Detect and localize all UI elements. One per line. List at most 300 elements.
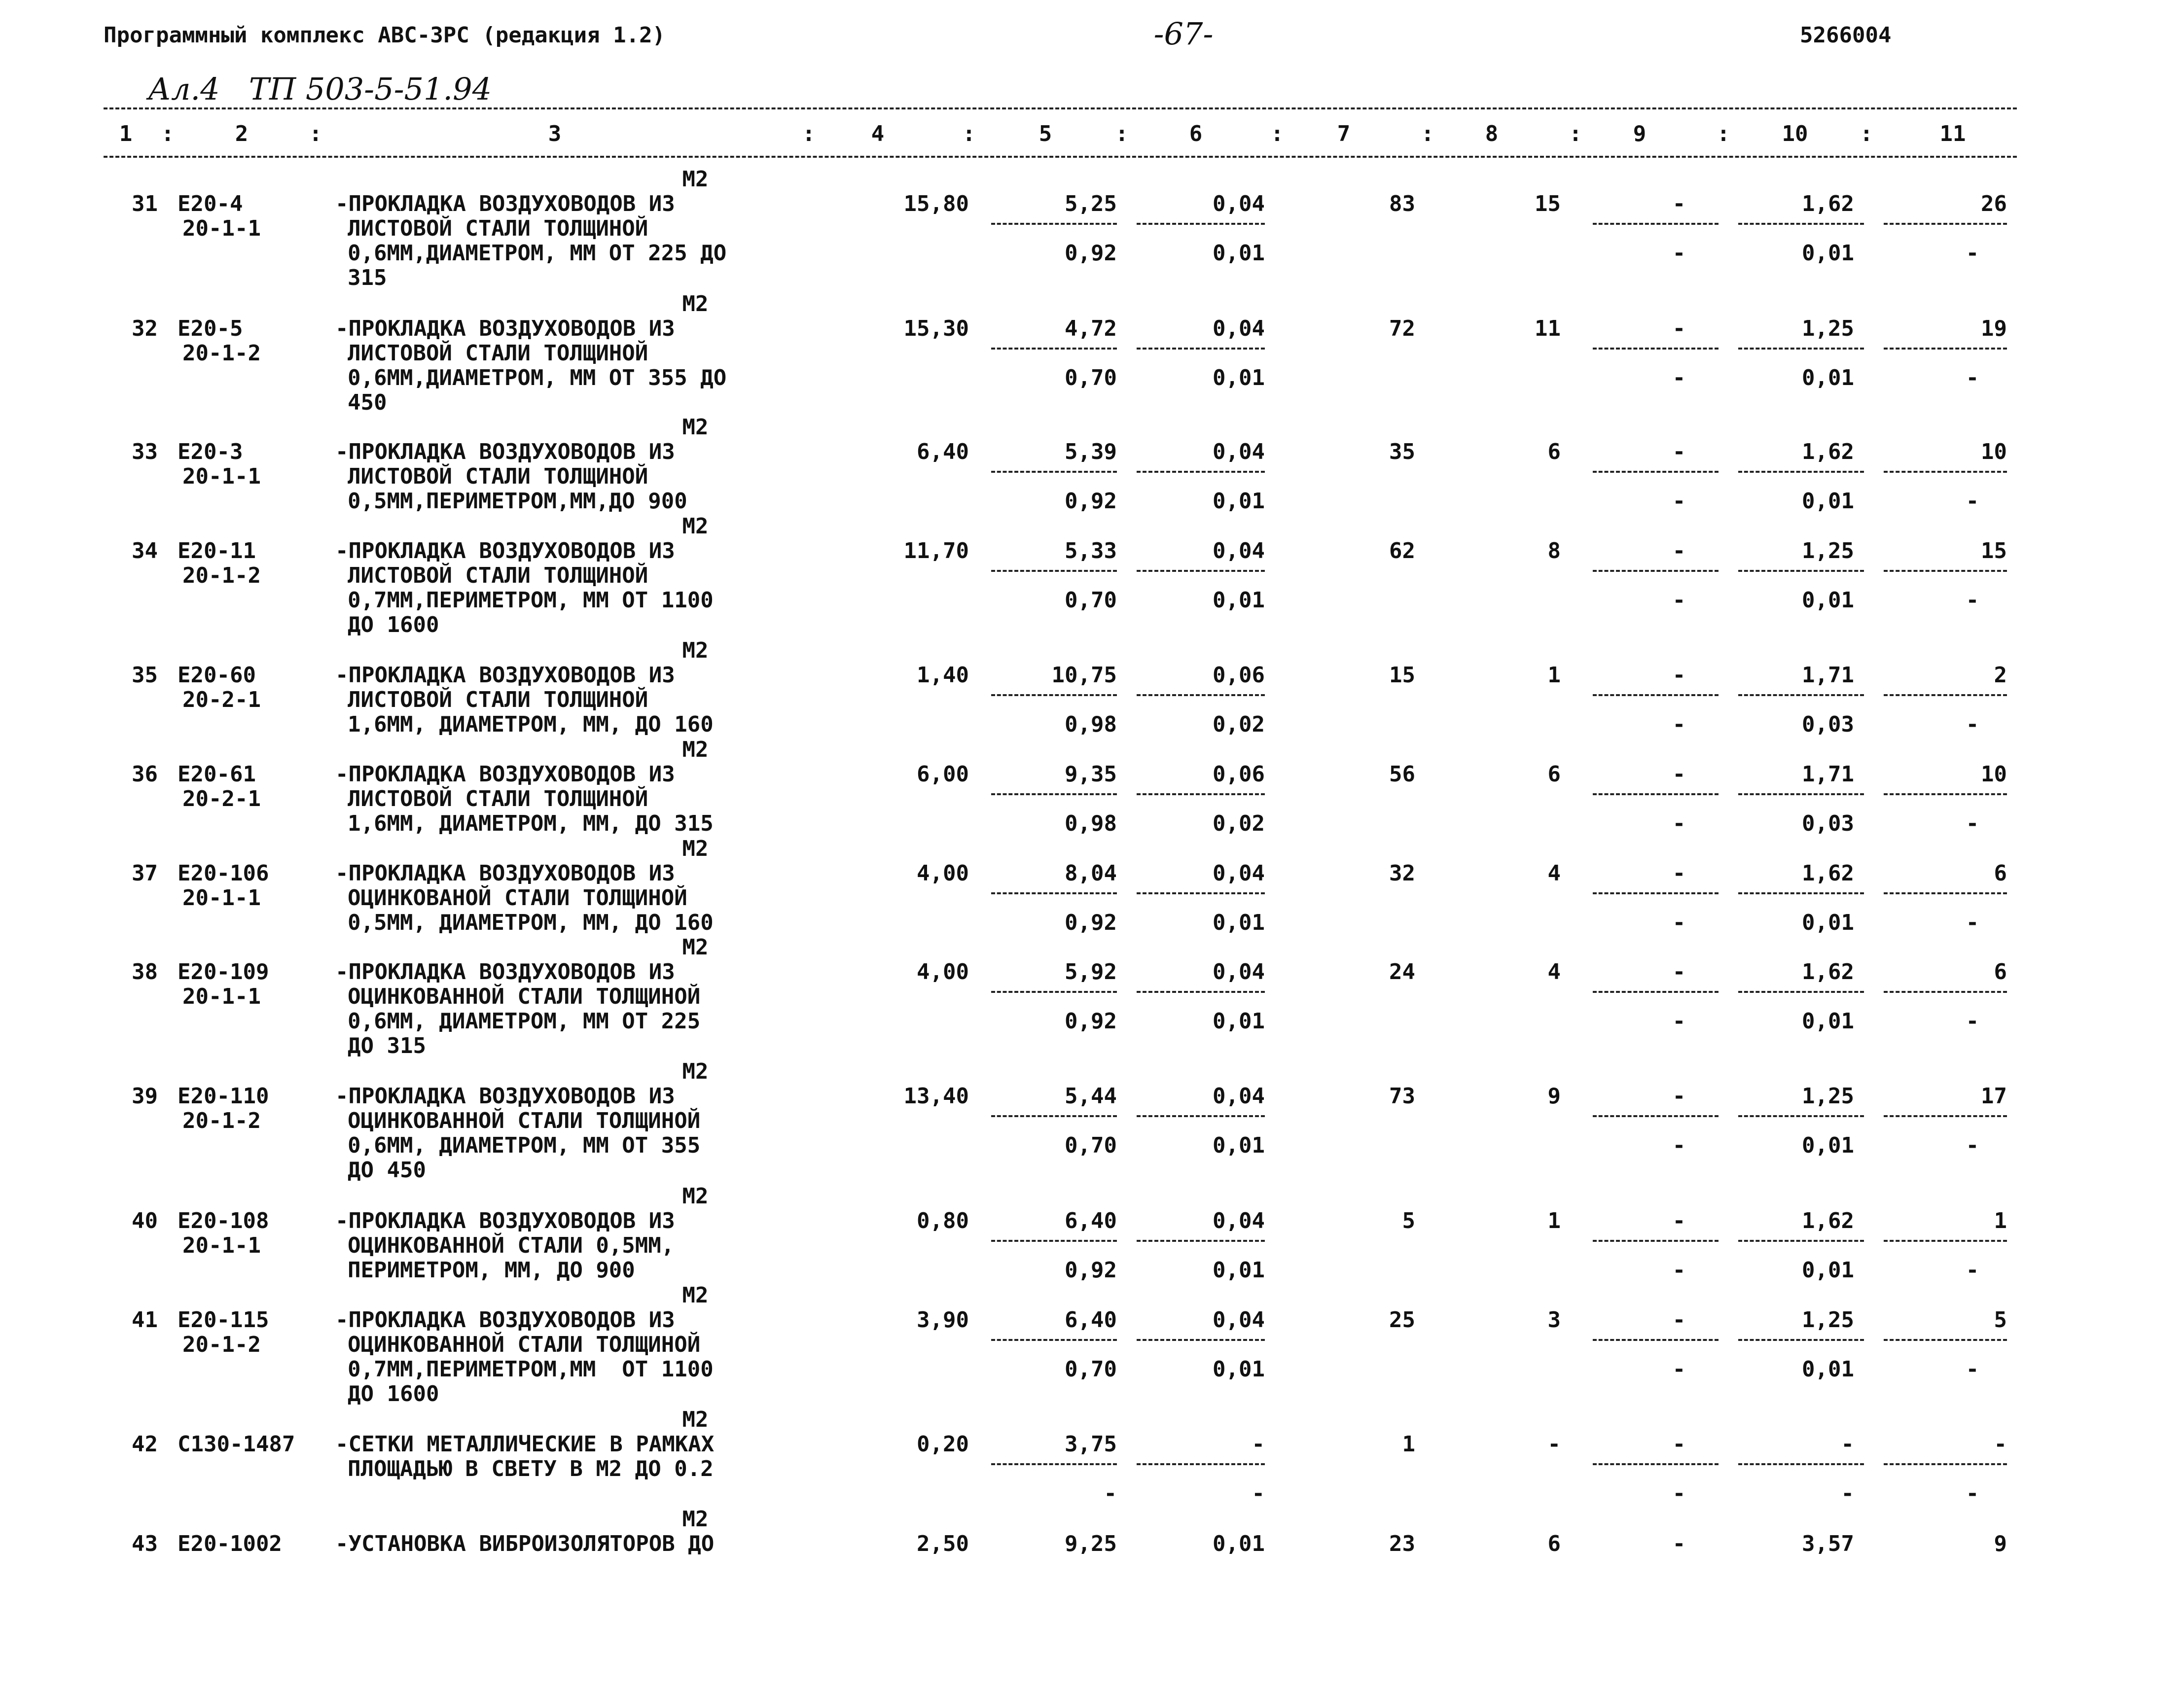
column-header-9: 9 — [1633, 121, 1647, 146]
rate-code: Е20-106 — [178, 861, 269, 886]
value-c10-lower: - — [1841, 1481, 1854, 1506]
separator-c6 — [1137, 991, 1265, 993]
value-c9-lower: - — [1672, 1133, 1686, 1158]
separator-c9 — [1593, 793, 1719, 795]
value-c5-lower: 0,98 — [1065, 811, 1117, 836]
value-c5: 6,40 — [1065, 1307, 1117, 1333]
value-c8: 15 — [1535, 191, 1561, 216]
work-description-line: 450 — [348, 390, 387, 415]
rate-subcode: 20-1-2 — [182, 563, 261, 588]
value-c8: 1 — [1547, 1208, 1561, 1233]
value-c6: 0,04 — [1213, 1208, 1265, 1233]
rate-code: Е20-110 — [178, 1084, 269, 1109]
value-c7: 1 — [1402, 1432, 1415, 1457]
column-separator: : — [1860, 121, 1873, 146]
header-rule-top — [104, 107, 2017, 109]
rate-code: Е20-3 — [178, 439, 243, 464]
value-c5: 9,25 — [1065, 1531, 1117, 1556]
rate-subcode: 20-1-2 — [182, 341, 261, 366]
unit-label: М2 — [682, 1507, 709, 1532]
separator-c11 — [1884, 892, 2007, 894]
value-c7: 5 — [1402, 1208, 1415, 1233]
unit-label: М2 — [682, 836, 709, 861]
column-header-1: 1 — [119, 121, 133, 146]
rate-subcode: 20-2-1 — [182, 687, 261, 712]
value-c5-lower: - — [1104, 1481, 1117, 1506]
value-c9-lower: - — [1672, 1258, 1686, 1283]
value-c7: 23 — [1389, 1531, 1415, 1556]
work-description-line: -ПРОКЛАДКА ВОЗДУХОВОДОВ ИЗ — [335, 191, 675, 216]
value-c6-lower: 0,01 — [1213, 910, 1265, 935]
row-number: 32 — [132, 316, 158, 341]
separator-c10 — [1738, 1115, 1864, 1117]
separator-c10 — [1738, 223, 1864, 225]
value-c10: 1,62 — [1802, 439, 1854, 464]
value-c9-lower: - — [1672, 1357, 1686, 1382]
separator-c5 — [991, 1240, 1117, 1242]
work-description-line: 1,6ММ, ДИАМЕТРОМ, ММ, ДО 315 — [348, 811, 714, 836]
value-c5-lower: 0,92 — [1065, 489, 1117, 514]
value-c5: 5,92 — [1065, 959, 1117, 985]
value-c10-lower: 0,01 — [1802, 1357, 1854, 1382]
value-c9: - — [1672, 538, 1686, 563]
value-c10-lower: 0,01 — [1802, 1133, 1854, 1158]
separator-c6 — [1137, 1115, 1265, 1117]
column-separator: : — [802, 121, 816, 146]
value-c4: 0,20 — [917, 1432, 969, 1457]
rate-subcode: 20-1-1 — [182, 885, 261, 911]
value-c11-lower: - — [1966, 1009, 1979, 1034]
unit-label: М2 — [682, 415, 709, 440]
value-c4: 3,90 — [917, 1307, 969, 1333]
value-c5: 6,40 — [1065, 1208, 1117, 1233]
column-header-11: 11 — [1939, 121, 1966, 146]
value-c6-lower: - — [1252, 1481, 1265, 1506]
separator-c10 — [1738, 694, 1864, 696]
work-description-line: ДО 1600 — [348, 612, 439, 637]
value-c10: 1,25 — [1802, 1307, 1854, 1333]
value-c11-lower: - — [1966, 712, 1979, 737]
value-c11: 1 — [1994, 1208, 2007, 1233]
value-c8: 4 — [1547, 959, 1561, 985]
value-c10: 1,25 — [1802, 316, 1854, 341]
value-c6: 0,04 — [1213, 316, 1265, 341]
row-number: 42 — [132, 1432, 158, 1457]
value-c4: 15,80 — [903, 191, 969, 216]
value-c11-lower: - — [1966, 365, 1979, 390]
value-c11: 2 — [1994, 663, 2007, 688]
separator-c11 — [1884, 1115, 2007, 1117]
column-separator: : — [1569, 121, 1582, 146]
rate-subcode: 20-1-2 — [182, 1108, 261, 1133]
work-description-line: 1,6ММ, ДИАМЕТРОМ, ММ, ДО 160 — [348, 712, 714, 737]
value-c5-lower: 0,70 — [1065, 365, 1117, 390]
value-c4: 0,80 — [917, 1208, 969, 1233]
value-c8: 8 — [1547, 538, 1561, 563]
separator-c9 — [1593, 892, 1719, 894]
value-c7: 56 — [1389, 762, 1415, 787]
separator-c5 — [991, 1463, 1117, 1465]
unit-label: М2 — [682, 514, 709, 539]
separator-c9 — [1593, 223, 1719, 225]
separator-c10 — [1738, 1339, 1864, 1341]
work-description-line: ЛИСТОВОЙ СТАЛИ ТОЛЩИНОЙ — [348, 563, 648, 588]
separator-c5 — [991, 694, 1117, 696]
value-c10: 1,62 — [1802, 1208, 1854, 1233]
separator-c10 — [1738, 1463, 1864, 1465]
separator-c6 — [1137, 348, 1265, 350]
separator-c9 — [1593, 471, 1719, 473]
row-number: 40 — [132, 1208, 158, 1233]
value-c11-lower: - — [1966, 241, 1979, 266]
rate-subcode: 20-1-2 — [182, 1332, 261, 1357]
value-c4: 4,00 — [917, 959, 969, 985]
value-c11-lower: - — [1966, 489, 1979, 514]
unit-label: М2 — [682, 935, 709, 960]
rate-code: Е20-1002 — [178, 1531, 282, 1556]
separator-c6 — [1137, 1240, 1265, 1242]
separator-c11 — [1884, 1339, 2007, 1341]
value-c8: 6 — [1547, 1531, 1561, 1556]
column-separator: : — [1717, 121, 1730, 146]
row-number: 33 — [132, 439, 158, 464]
work-description-line: ОЦИНКОВАННОЙ СТАЛИ ТОЛЩИНОЙ — [348, 1332, 701, 1357]
work-description-line: ДО 450 — [348, 1158, 426, 1183]
value-c11: 6 — [1994, 861, 2007, 886]
value-c6: 0,04 — [1213, 1307, 1265, 1333]
value-c9: - — [1672, 316, 1686, 341]
rate-subcode: 20-1-1 — [182, 1233, 261, 1258]
work-description-line: 0,5ММ,ПЕРИМЕТРОМ,ММ,ДО 900 — [348, 489, 687, 514]
row-number: 34 — [132, 538, 158, 563]
value-c6-lower: 0,02 — [1213, 712, 1265, 737]
value-c10-lower: 0,01 — [1802, 489, 1854, 514]
separator-c5 — [991, 991, 1117, 993]
value-c11-lower: - — [1966, 1133, 1979, 1158]
value-c10: 3,57 — [1802, 1531, 1854, 1556]
value-c6-lower: 0,01 — [1213, 1258, 1265, 1283]
value-c5: 8,04 — [1065, 861, 1117, 886]
rate-code: Е20-4 — [178, 191, 243, 216]
work-description-line: ЛИСТОВОЙ СТАЛИ ТОЛЩИНОЙ — [348, 341, 648, 366]
work-description-line: -ПРОКЛАДКА ВОЗДУХОВОДОВ ИЗ — [335, 1208, 675, 1233]
separator-c6 — [1137, 1463, 1265, 1465]
unit-label: М2 — [682, 737, 709, 762]
value-c9-lower: - — [1672, 588, 1686, 613]
value-c7: 32 — [1389, 861, 1415, 886]
work-description-line: 0,7ММ,ПЕРИМЕТРОМ,ММ ОТ 1100 — [348, 1357, 714, 1382]
column-separator: : — [1115, 121, 1129, 146]
work-description-line: -ПРОКЛАДКА ВОЗДУХОВОДОВ ИЗ — [335, 538, 675, 563]
page-number: -67- — [1153, 16, 1214, 52]
separator-c11 — [1884, 1463, 2007, 1465]
column-header-4: 4 — [871, 121, 885, 146]
value-c8: 6 — [1547, 439, 1561, 464]
separator-c6 — [1137, 1339, 1265, 1341]
value-c4: 6,40 — [917, 439, 969, 464]
work-description-line: ЛИСТОВОЙ СТАЛИ ТОЛЩИНОЙ — [348, 464, 648, 489]
value-c11-lower: - — [1966, 910, 1979, 935]
value-c9: - — [1672, 663, 1686, 688]
sheet-reference: Ал.4 ТП 503-5-51.94 — [148, 71, 492, 107]
value-c5-lower: 0,70 — [1065, 588, 1117, 613]
rate-code: Е20-109 — [178, 959, 269, 985]
separator-c6 — [1137, 471, 1265, 473]
value-c9-lower: - — [1672, 1009, 1686, 1034]
rate-subcode: 20-2-1 — [182, 786, 261, 811]
value-c10-lower: 0,03 — [1802, 811, 1854, 836]
value-c7: 25 — [1389, 1307, 1415, 1333]
value-c11: 6 — [1994, 959, 2007, 985]
value-c8: 1 — [1547, 663, 1561, 688]
separator-c6 — [1137, 694, 1265, 696]
rate-code: Е20-5 — [178, 316, 243, 341]
value-c6-lower: 0,01 — [1213, 1133, 1265, 1158]
separator-c9 — [1593, 1115, 1719, 1117]
value-c5-lower: 0,70 — [1065, 1133, 1117, 1158]
value-c9-lower: - — [1672, 1481, 1686, 1506]
rate-subcode: 20-1-1 — [182, 464, 261, 489]
separator-c10 — [1738, 793, 1864, 795]
separator-c6 — [1137, 570, 1265, 572]
work-description-line: -ПРОКЛАДКА ВОЗДУХОВОДОВ ИЗ — [335, 316, 675, 341]
rate-code: Е20-61 — [178, 762, 256, 787]
value-c6: 0,04 — [1213, 439, 1265, 464]
column-separator: : — [1270, 121, 1284, 146]
value-c7: 35 — [1389, 439, 1415, 464]
work-description-line: ЛИСТОВОЙ СТАЛИ ТОЛЩИНОЙ — [348, 786, 648, 811]
value-c6-lower: 0,01 — [1213, 241, 1265, 266]
value-c10-lower: 0,01 — [1802, 1009, 1854, 1034]
work-description-line: ЛИСТОВОЙ СТАЛИ ТОЛЩИНОЙ — [348, 687, 648, 712]
value-c10: 1,25 — [1802, 538, 1854, 563]
column-header-10: 10 — [1782, 121, 1808, 146]
separator-c11 — [1884, 991, 2007, 993]
unit-label: М2 — [682, 1283, 709, 1308]
work-description-line: ОЦИНКОВАННОЙ СТАЛИ ТОЛЩИНОЙ — [348, 984, 701, 1009]
value-c5: 3,75 — [1065, 1432, 1117, 1457]
value-c9: - — [1672, 1084, 1686, 1109]
value-c7: 24 — [1389, 959, 1415, 985]
separator-c9 — [1593, 348, 1719, 350]
value-c10: 1,62 — [1802, 959, 1854, 985]
separator-c10 — [1738, 570, 1864, 572]
value-c7: 62 — [1389, 538, 1415, 563]
value-c9-lower: - — [1672, 910, 1686, 935]
value-c10: 1,71 — [1802, 762, 1854, 787]
work-description-line: ПЕРИМЕТРОМ, ММ, ДО 900 — [348, 1258, 635, 1283]
value-c6: 0,04 — [1213, 861, 1265, 886]
unit-label: М2 — [682, 1407, 709, 1432]
value-c10-lower: 0,01 — [1802, 588, 1854, 613]
separator-c10 — [1738, 348, 1864, 350]
unit-label: М2 — [682, 638, 709, 663]
value-c6: 0,04 — [1213, 959, 1265, 985]
value-c9: - — [1672, 959, 1686, 985]
work-description-line: ДО 1600 — [348, 1381, 439, 1407]
value-c5: 5,33 — [1065, 538, 1117, 563]
rate-code: Е20-115 — [178, 1307, 269, 1333]
column-header-7: 7 — [1337, 121, 1351, 146]
value-c6: 0,06 — [1213, 762, 1265, 787]
rate-code: Е20-60 — [178, 663, 256, 688]
value-c6: - — [1252, 1432, 1265, 1457]
separator-c10 — [1738, 471, 1864, 473]
value-c9: - — [1672, 1208, 1686, 1233]
value-c11: 10 — [1981, 439, 2007, 464]
value-c5: 10,75 — [1051, 663, 1117, 688]
value-c5: 5,44 — [1065, 1084, 1117, 1109]
value-c4: 11,70 — [903, 538, 969, 563]
work-description-line: ДО 315 — [348, 1033, 426, 1058]
value-c11-lower: - — [1966, 1357, 1979, 1382]
value-c10: 1,71 — [1802, 663, 1854, 688]
value-c6-lower: 0,01 — [1213, 365, 1265, 390]
work-description-line: -СЕТКИ МЕТАЛЛИЧЕСКИЕ В РАМКАХ — [335, 1432, 715, 1457]
work-description-line: 315 — [348, 265, 387, 290]
value-c11: 15 — [1981, 538, 2007, 563]
value-c6-lower: 0,02 — [1213, 811, 1265, 836]
separator-c5 — [991, 892, 1117, 894]
separator-c5 — [991, 1115, 1117, 1117]
work-description-line: -ПРОКЛАДКА ВОЗДУХОВОДОВ ИЗ — [335, 861, 675, 886]
column-header-8: 8 — [1485, 121, 1499, 146]
value-c4: 6,00 — [917, 762, 969, 787]
separator-c11 — [1884, 1240, 2007, 1242]
work-description-line: -ПРОКЛАДКА ВОЗДУХОВОДОВ ИЗ — [335, 762, 675, 787]
value-c5-lower: 0,92 — [1065, 1009, 1117, 1034]
document-code: 5266004 — [1800, 23, 1892, 48]
column-separator: : — [1421, 121, 1434, 146]
rate-code: Е20-108 — [178, 1208, 269, 1233]
value-c5: 5,39 — [1065, 439, 1117, 464]
row-number: 31 — [132, 191, 158, 216]
separator-c6 — [1137, 892, 1265, 894]
separator-c10 — [1738, 892, 1864, 894]
program-header: Программный комплекс АВС-3РС (редакция 1.2) — [104, 23, 666, 48]
work-description-line: ПЛОЩАДЬЮ В СВЕТУ В М2 ДО 0.2 — [348, 1456, 714, 1481]
unit-label: М2 — [682, 291, 709, 316]
value-c10-lower: 0,01 — [1802, 241, 1854, 266]
separator-c11 — [1884, 348, 2007, 350]
value-c8: 9 — [1547, 1084, 1561, 1109]
separator-c9 — [1593, 1463, 1719, 1465]
value-c4: 15,30 — [903, 316, 969, 341]
work-description-line: -ПРОКЛАДКА ВОЗДУХОВОДОВ ИЗ — [335, 663, 675, 688]
separator-c9 — [1593, 1339, 1719, 1341]
value-c9-lower: - — [1672, 811, 1686, 836]
value-c10-lower: 0,03 — [1802, 712, 1854, 737]
value-c11-lower: - — [1966, 811, 1979, 836]
separator-c6 — [1137, 223, 1265, 225]
work-description-line: 0,6ММ, ДИАМЕТРОМ, ММ ОТ 225 — [348, 1009, 701, 1034]
work-description-line: 0,6ММ, ДИАМЕТРОМ, ММ ОТ 355 — [348, 1133, 701, 1158]
value-c10: - — [1841, 1432, 1854, 1457]
value-c5-lower: 0,92 — [1065, 241, 1117, 266]
value-c5: 5,25 — [1065, 191, 1117, 216]
separator-c6 — [1137, 793, 1265, 795]
value-c4: 2,50 — [917, 1531, 969, 1556]
unit-label: М2 — [682, 1059, 709, 1084]
value-c5-lower: 0,92 — [1065, 910, 1117, 935]
value-c6: 0,04 — [1213, 538, 1265, 563]
column-separator: : — [309, 121, 322, 146]
value-c4: 1,40 — [917, 663, 969, 688]
separator-c10 — [1738, 991, 1864, 993]
rate-code: С130-1487 — [178, 1432, 295, 1457]
separator-c5 — [991, 570, 1117, 572]
work-description-line: ОЦИНКОВАННОЙ СТАЛИ ТОЛЩИНОЙ — [348, 1108, 701, 1133]
value-c9-lower: - — [1672, 365, 1686, 390]
work-description-line: ОЦИНКОВАННОЙ СТАЛИ 0,5ММ, — [348, 1233, 675, 1258]
value-c11-lower: - — [1966, 1481, 1979, 1506]
value-c8: - — [1547, 1432, 1561, 1457]
value-c11-lower: - — [1966, 588, 1979, 613]
value-c11: 10 — [1981, 762, 2007, 787]
value-c6-lower: 0,01 — [1213, 489, 1265, 514]
value-c11: 9 — [1994, 1531, 2007, 1556]
value-c7: 72 — [1389, 316, 1415, 341]
separator-c11 — [1884, 570, 2007, 572]
value-c10-lower: 0,01 — [1802, 1258, 1854, 1283]
column-separator: : — [962, 121, 976, 146]
work-description-line: ОЦИНКОВАНОЙ СТАЛИ ТОЛЩИНОЙ — [348, 885, 687, 911]
unit-label: М2 — [682, 1184, 709, 1209]
value-c6: 0,06 — [1213, 663, 1265, 688]
value-c11: - — [1994, 1432, 2007, 1457]
separator-c11 — [1884, 793, 2007, 795]
value-c5: 9,35 — [1065, 762, 1117, 787]
work-description-line: 0,7ММ,ПЕРИМЕТРОМ, ММ ОТ 1100 — [348, 588, 714, 613]
work-description-line: -ПРОКЛАДКА ВОЗДУХОВОДОВ ИЗ — [335, 959, 675, 985]
value-c8: 6 — [1547, 762, 1561, 787]
value-c11-lower: - — [1966, 1258, 1979, 1283]
work-description-line: -УСТАНОВКА ВИБРОИЗОЛЯТОРОВ ДО — [335, 1531, 715, 1556]
value-c11: 17 — [1981, 1084, 2007, 1109]
value-c6-lower: 0,01 — [1213, 1009, 1265, 1034]
separator-c9 — [1593, 694, 1719, 696]
value-c8: 4 — [1547, 861, 1561, 886]
separator-c5 — [991, 223, 1117, 225]
work-description-line: 0,6ММ,ДИАМЕТРОМ, ММ ОТ 355 ДО — [348, 365, 727, 390]
value-c7: 73 — [1389, 1084, 1415, 1109]
separator-c11 — [1884, 223, 2007, 225]
column-header-3: 3 — [548, 121, 562, 146]
value-c9: - — [1672, 1307, 1686, 1333]
value-c9: - — [1672, 1432, 1686, 1457]
separator-c5 — [991, 471, 1117, 473]
row-number: 43 — [132, 1531, 158, 1556]
value-c9: - — [1672, 1531, 1686, 1556]
rate-subcode: 20-1-1 — [182, 216, 261, 241]
value-c5-lower: 0,70 — [1065, 1357, 1117, 1382]
separator-c5 — [991, 1339, 1117, 1341]
value-c4: 13,40 — [903, 1084, 969, 1109]
value-c6-lower: 0,01 — [1213, 588, 1265, 613]
value-c6: 0,04 — [1213, 191, 1265, 216]
work-description-line: 0,6ММ,ДИАМЕТРОМ, ММ ОТ 225 ДО — [348, 241, 727, 266]
value-c11: 19 — [1981, 316, 2007, 341]
row-number: 36 — [132, 762, 158, 787]
separator-c9 — [1593, 570, 1719, 572]
separator-c10 — [1738, 1240, 1864, 1242]
value-c10: 1,62 — [1802, 191, 1854, 216]
value-c6: 0,01 — [1213, 1531, 1265, 1556]
value-c10-lower: 0,01 — [1802, 365, 1854, 390]
row-number: 38 — [132, 959, 158, 985]
value-c11: 5 — [1994, 1307, 2007, 1333]
separator-c9 — [1593, 991, 1719, 993]
